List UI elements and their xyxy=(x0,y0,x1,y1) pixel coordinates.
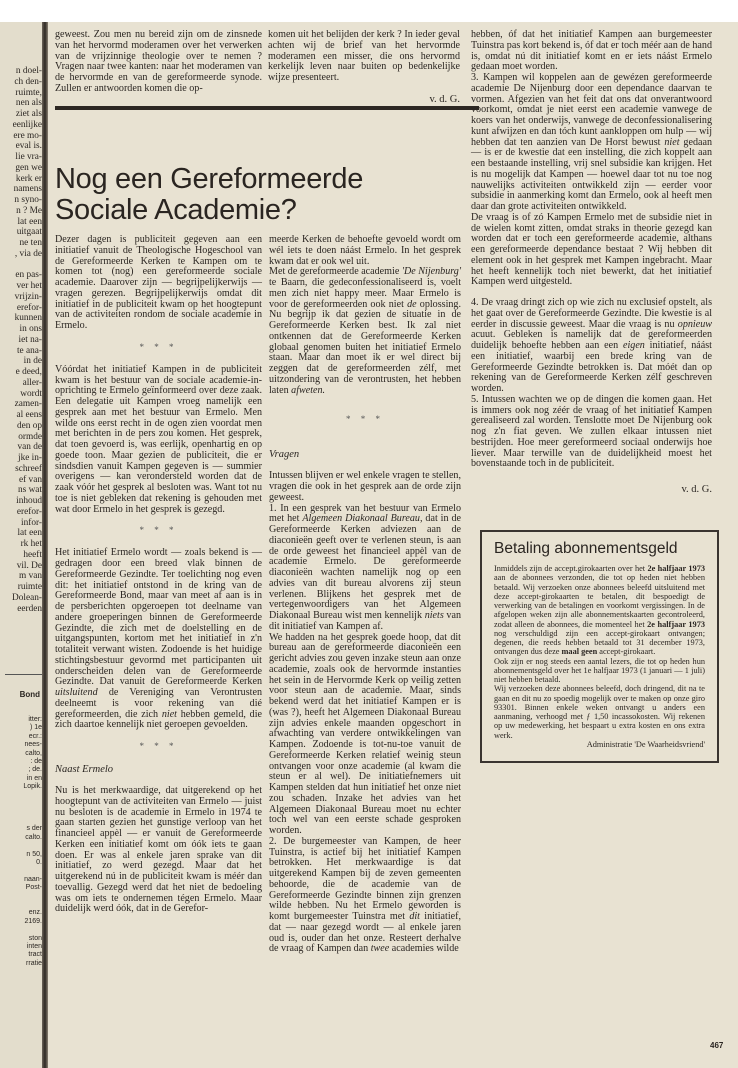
article-col1 xyxy=(55,235,262,915)
article-col3 xyxy=(471,30,712,763)
headline-line-1: Nog een Gereformeerde xyxy=(55,163,364,195)
continuation-col2: komen uit het belijden der kerk ? In ieder geval achten wij de brief van het hervormde moderamen een misser, die ons hervormd kerkelijk leven naar buiten op bedenkelijke wijze presenteert. xyxy=(268,29,460,83)
continuation-signature: v. d. G. xyxy=(429,93,460,105)
previous-page-edge xyxy=(0,22,44,1068)
notice-box-title: Betaling abonnementsgeld xyxy=(494,540,678,557)
section-separator: * * * xyxy=(139,741,178,751)
notice-box-subscription-payment xyxy=(480,530,719,763)
notice-box-signature: Administratie 'De Waarheidsvriend' xyxy=(586,739,705,749)
article-signature: v. d. G. xyxy=(681,484,712,495)
continuation-col1: geweest. Zou men nu bereid zijn om de zinsnede van het hervormd moderamen over het verwerken van de vrijzinnige theologie over te nemen ? Vragen naar twee kanten: naar het moderamen van de hervormde en van de gereformeerde synode. Zullen er antwoorden komen die op- xyxy=(55,29,262,94)
section-separator: * * * xyxy=(139,341,178,352)
article-col2-body: Intussen blijven er wel enkele vragen te stellen, vragen die ook in het gesprek aan de orde zijn geweest. 1. In een gesprek van het bestuur van Ermelo met het Algemeen Diakonaal Bureau, dat in de Gereformeerde Kerken adviezen aan de diaconieën geeft over te verlenen steun, is aan de orde geweest het financieel appèl van de academie Ermelo. De gereformeerde diaconieën wachten namelijk nog op een advies van dit bureau alvorens zij steun verlenen. Blijkens het gesprek met de vertegenwoordigers van het Algemeen Diakonaal Bureau wist men kennelijk niets van dit initiatief van Kampen af. We hadden na het gesprek goede hoop, dat dit bureau aan de gereformeerde diaconieën een gericht advies zou geven inzake steun aan onze academie, zoals ook de hervormde instanties het sein in de Hervormde Kerk op veilig zetten voor steun aan de academie. Maar, sinds bekend werd dat het initiatief Kampen er is (was ?), heeft het Algemeen Diakonaal Bureau zijn advies enkele maanden opgeschort in afwachting van verdere ontwikkelingen van Kampen. Zodoende is tot-nu-toe vanuit de Gereformeerde Kerken relatief weinig steun ontvangen voor onze academie (al kwam die steun er al wel). De initiatiefnemers uit Kampen stelden dat hun initiatief het onze niet zou schaden. Inzake het advies van het Algemeen Diakonaal Bureau moet nu echter toch wel van een eerste schade gesproken worden. 2. De burgemeester van Kampen, de heer Tuinstra, is actief bij het initiatief Kampen betrokken. Het merkwaardige is dat uitgerekend Kampen bij de zeven gemeenten behoorde, die de academie van de Gereformeerde Gezindte binnen zijn grenzen wilde hebben. Nu het Ermelo geworden is komt burgemeester Tuinstra met dit initiatief, dat — naar gezegd wordt — al enkele jaren oud is, ouder dan het onze. Resteert derhalve de vraag of Kampen dan twee academies wilde xyxy=(269,470,461,955)
article-col3-lower: 4. De vraag dringt zich op wie zich nu exclusief opstelt, als het gaat over de Gereformeerde Gezindte. Die kwestie is al eerder in discussie geweest. Maar die vraag is nu opnieuw acuut. Gebleken is namelijk dat de gereformeerden duidelijk behoefte hebben aan een eigen initiatief, náást een initiatief, waarbij een brede kring van de Gereformeerde Gezindte betrokken is. Dat móét dan op rekening van de Gereformeerde Kerken zélf geschreven worden. 5. Intussen wachten we op de dingen die komen gaan. Het is immers ook nog zéér de vraag of het initiatief Kampen gerealiseerd zal worden. Tenslotte moet De Nijenburg ook nog z'n fiat geven. We zullen elkaar intussen niet bestrijden. Hoe meer gereformeerd sociaal onderwijs hoe liever. Maar terwille van de duidelijkheid moest het bovenstaande toch in de publiciteit. xyxy=(471,297,712,470)
subheading-naast-ermelo: Naast Ermelo xyxy=(55,764,114,775)
notice-box-body: Inmiddels zijn de accept.girokaarten over het 2e halfjaar 1973 aan de abonnees verzonden, die tot op heden niet hebben betaald. Wij verzoeken onze abonnees beleefd uitsluitend met deze accept-girokaarten te betalen, dit bespoedigt de verwerking van de betalingen en voorkomt vergissingen. In de afgelopen weken zijn alle abonnementskaarten gecontroleerd, zodat alleen de abonnees, die momenteel het 2e halfjaar 1973 nog verschuldigd zijn een accept-girokaart ontvangen; degenen, die reeds hebben betaald tot 31 december 1973, ontvangen dus deze maal geen accept-girokaart. Ook zijn er nog steeds een aantal lezers, die tot op heden hun abonnementsgeld over het 1e halfjaar 1973 (1 januari — 1 juli) niet hebben betaald. Wij verzoeken deze abonnees beleefd, doch dringend, dit na te gaan en dit nu zo spoedig mogelijk over te maken op onze giro 93301. Binnen enkele weken ontvangt u anders een aanmaning, verhoogd met ƒ 1,50 incassokosten. Wij rekenen op uw medewerking, het bespaart u extra kosten en ons extra werk. Administratie 'De Waarheidsvriend' xyxy=(494,564,705,749)
article-col1-para3: Het initiatief Ermelo wordt — zoals bekend is — gedragen door een breed vlak binnen de Gereformeerde Gezindte. Ter toelichting nog even dit: het initiatief ontstond in de kring van de Gereformeerde Bond, maar van meet af aan is in de persberichten opgeroepen tot deelname van andere groeperingen binnen de Gereformeerde Gezindte, die zich met de doelstelling en de uitgangspunten, kortom met het initiatief in z'n totaliteit verwant wisten. Zodoende is het huidige stichtingsbestuur gevormd met participanten uit onderscheiden delen van de Gereformeerde Gezindte. Dat vanuit de Gereformeerde Kerken uitsluitend de Vereniging van Verontrusten deelneemt is voor rekening van dié gereformeerden, die zich niet hebben gemeld, die zich daartoe kennelijk niet geroepen gevoelden. xyxy=(55,547,262,731)
article-col3-upper: hebben, óf dat het initiatief Kampen aan burgemeester Tuinstra pas kort bekend is, óf dat er toch méér aan de hand is, omdat nú dit initiatief komt en er iets náást Ermelo gedaan moet worden. 3. Kampen wil koppelen aan de gewézen gereformeerde academie De Nijenburg door een dependance daarvan te vormen. Afgezien van het feit dat ons dat onverantwoord voorkomt, omdat je niet eerst een academie vanwege de koers van het onderwijs, vanwege de deconfessionalisering kunt afwijzen en dan tóch kunt aankloppen om hulp — wij hebben dat ten aanzien van De Horst bewust niet gedaan — is er de kwestie dat een instelling, die zich koppelt aan een bestaande instelling, vrij snel subsidie kan krijgen. Het is nu mogelijk dat Kampen — hoewel daar tot nu toe nog nauwelijks activiteiten ontwikkeld zijn — eerder voor subsidie in aanmerking komt dan Ermelo, ook al heeft men daar dan grote activiteiten ontwikkeld. De vraag is of zó Kampen Ermelo met de subsidie niet in de wielen komt zitten, omdat straks in theorie gezegd kan worden dat er toch een gereformeerde academie, althans een gereformeerde dependance bestaat ? Wij hebben dit element ook in het gesprek met Kampen ingebracht. Maar het heeft kennelijk toch niet bewerkt, dat het initiatief Kampen werd uitgesteld. xyxy=(471,29,713,288)
section-separator: * * * xyxy=(139,525,178,536)
article-headline xyxy=(55,164,363,226)
page-number: 467 xyxy=(710,1041,724,1050)
previous-page-text-lower: itter: ) 1e ecr.: nees- calto, : de ; de. in en Lopik. s der calto. n 50, 0. naan- Post- enz. 2169. ston inten tract rratie xyxy=(23,716,42,967)
subheading-vragen: Vragen xyxy=(269,449,300,461)
article-col1-intro: Dezer dagen is publiciteit gegeven aan een initiatief vanuit de Theologische Hogeschool van de Gereformeerde Kerken te Kampen om te komen tot (nog) een gereformeerde sociale academie. Daarover zijn — begrijpelijkerwijs — vragen gerezen. Begrijpelijkerwijs omdat dit initiatief in de publiciteit kwam op het hoogtepunt van de activiteiten rondom de sociale academie in Ermelo. xyxy=(55,234,262,331)
previous-page-box-rule xyxy=(5,674,44,675)
previous-page-text-upper: n doel- ch den- ruimte, nen als ziet als eenlijke ere mo- eval is. lie vra- gen we kerk er namens n syno- n ? Me lat een uitgaat ne ten , via de en pas- ver het vrijzin- erefor- kunnen in ons iet na- te ana- in de e deed, aller- wordt zamen- al eens den op ormde van de jke in- schreef ef van ns wat inhoud erefor- infor- lat een rk het heeft vil. De m van ruimte Dolean- eerden xyxy=(12,66,42,614)
previous-page-box-heading: Bond xyxy=(19,690,40,699)
headline-line-2: Sociale Academie? xyxy=(55,194,297,226)
article-col2-para1: meerde Kerken de behoefte gevoeld wordt om wél iets te doen náást Ermelo. In het gesprek kwam dat er ook wel uit. Met de gereformeerde academie 'De Nijenburg' te Baarn, die gedeconfessionaliseerd is, voelt men zich niet happy meer. Maar Ermelo is voor de gereformeerden ook niet de oplossing. Nu begrijp ik dat gezien de situatie in de Gereformeerde Kerken best. Ik zal niet ontkennen dat de Gereformeerde Kerken globaal genomen buiten het initiatief Ermelo staan. Maar dan moet ik er wel direct bij zeggen dat de gereformeerden zélf, met uitzondering van de verontrusten, het hebben laten afweten. xyxy=(269,234,462,396)
section-separator: * * * xyxy=(346,414,384,425)
article-col1-para4: Nu is het merkwaardige, dat uitgerekend op het hoogtepunt van de activiteiten van Ermelo — juist nu besloten is de academie in Ermelo in 1974 te gaan starten gezien het gunstige verloop van het financieel appèl — er vanuit de Gereformeerde Kerken een initiatief komt om óók iets te gaan doen. Er was al enkele jaren sprake van dit initiatief, zo werd gezegd. Maar dat het uitgerekend nú in de publiciteit kwam is méér dan toevallig. Gezegd werd dat het niet de bedoeling was om iets te ondernemen tégen Ermelo. Maar duidelijk werd óók, dat in de Gerefor- xyxy=(55,785,262,915)
section-divider-rule xyxy=(55,106,479,110)
article-col1-para2: Vóórdat het initiatief Kampen in de publiciteit kwam is het bestuur van de sociale academie-in-oprichting te Ermelo geïnformeerd over deze zaak. Een delegatie uit Kampen vroeg namelijk een gesprek aan met het bestuur van Ermelo. Men wilde ons eerst recht in de ogen zien voordat men met berichten in de pers zou komen. Het gesprek, dat toen gevoerd is, was eerlijk, openhartig en op goede toon. Maar gezien de publiciteit, die er sindsdien vanuit Kampen gegeven is — summier overigens — kan verondersteld worden dat de zaak vóór het gesprek al besloten was. Want tot nu toe is niet gebleken dat rekening is gehouden met wat door Ermelo in het gesprek is gezegd. xyxy=(55,363,262,515)
article-col2 xyxy=(269,235,461,955)
continuation-col2-wrap xyxy=(268,30,460,106)
